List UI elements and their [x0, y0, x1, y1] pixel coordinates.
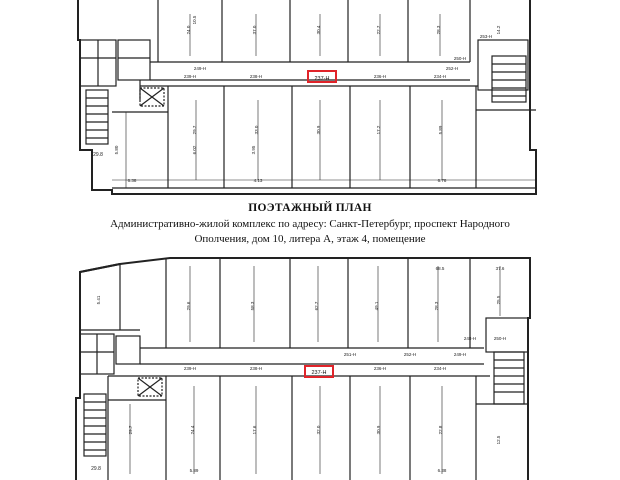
top-floor-plan [78, 0, 536, 194]
top-room-area: 22.7 [376, 25, 381, 35]
bottom-room-area: 17.6 [252, 425, 257, 435]
top-corridor-label: 239-Н [183, 74, 197, 79]
bottom-room-area: 49.1 [374, 301, 379, 311]
top-corridor-label: 249-Н [193, 66, 207, 71]
top-room-area: 6.38 [127, 178, 137, 183]
top-room-area: 14.2 [496, 25, 501, 35]
bottom-room-area: 22.8 [438, 425, 443, 435]
top-stair-label: 29.8 [93, 152, 103, 158]
top-corridor-label: 250-Н [453, 56, 467, 61]
top-room-area: 6.78 [437, 178, 447, 183]
bottom-room-area: 12.5 [496, 435, 501, 445]
bottom-corridor-label: 239-Н [183, 366, 197, 371]
top-corridor-label: 252-Н [445, 66, 459, 71]
top-room-area: 10.5 [192, 15, 197, 25]
top-corridor-label: 253-Н [479, 34, 493, 39]
bottom-room-area: 32.0 [316, 425, 321, 435]
bottom-corridor-label: 250-Н [493, 336, 507, 341]
top-corridor-label: 238-Н [249, 74, 263, 79]
bottom-room-area: 62.7 [314, 301, 319, 311]
top-room-area: 6.02 [192, 145, 197, 155]
top-room-area: 29.7 [192, 125, 197, 135]
bottom-room-area: 68.5 [435, 266, 445, 271]
top-room-area: 4.13 [253, 178, 263, 183]
top-room-area: 24.0 [186, 25, 191, 35]
top-room-area: 3.95 [251, 145, 256, 155]
bottom-stair-label: 29.8 [91, 466, 101, 472]
plan-address-line-2: Ополчения, дом 10, литера А, этаж 4, помещение [194, 233, 426, 245]
bottom-corridor-label: 252-Н [403, 352, 417, 357]
bottom-room-area: 24.4 [190, 425, 195, 435]
bottom-corridor-label: 249-Н [453, 352, 467, 357]
bottom-room-area: 5.89 [189, 468, 199, 473]
bottom-room-area: 37.6 [495, 266, 505, 271]
bottom-room-area: 29.7 [128, 425, 133, 435]
bottom-room-area: 58.3 [250, 301, 255, 311]
top-highlight-label: 237-Н [314, 76, 330, 82]
plan-title: ПОЭТАЖНЫЙ ПЛАН [248, 202, 372, 214]
bottom-room-area: 30.9 [376, 425, 381, 435]
top-room-area: 33.0 [254, 125, 259, 135]
top-corridor-label: 234-Н [433, 74, 447, 79]
bottom-room-area: 6.38 [437, 468, 447, 473]
bottom-floor-plan [76, 258, 530, 480]
bottom-room-area: 28.3 [434, 301, 439, 311]
bottom-corridor-label: 248-Н [463, 336, 477, 341]
top-room-area: 28.3 [436, 25, 441, 35]
bottom-corridor-label: 238-Н [249, 366, 263, 371]
top-room-area: 30.9 [316, 125, 321, 135]
top-room-area: 37.0 [252, 25, 257, 35]
top-corridor-label: 236-Н [373, 74, 387, 79]
plan-address-line-1: Административно-жилой комплекс по адресу: Санкт-Петербург, проспект Народного [110, 218, 510, 230]
bottom-room-area: 29.6 [186, 301, 191, 311]
bottom-corridor-label: 251-Н [343, 352, 357, 357]
top-room-area: 5.80 [114, 145, 119, 155]
top-room-area: 17.2 [376, 125, 381, 135]
bottom-room-area: 5.41 [96, 295, 101, 305]
top-room-area: 30.4 [316, 25, 321, 35]
bottom-corridor-label: 234-Н [433, 366, 447, 371]
bottom-highlight-label: 237-Н [311, 370, 327, 376]
bottom-room-area: 25.5 [496, 295, 501, 305]
bottom-corridor-label: 236-Н [373, 366, 387, 371]
top-room-area: 5.89 [438, 125, 443, 135]
